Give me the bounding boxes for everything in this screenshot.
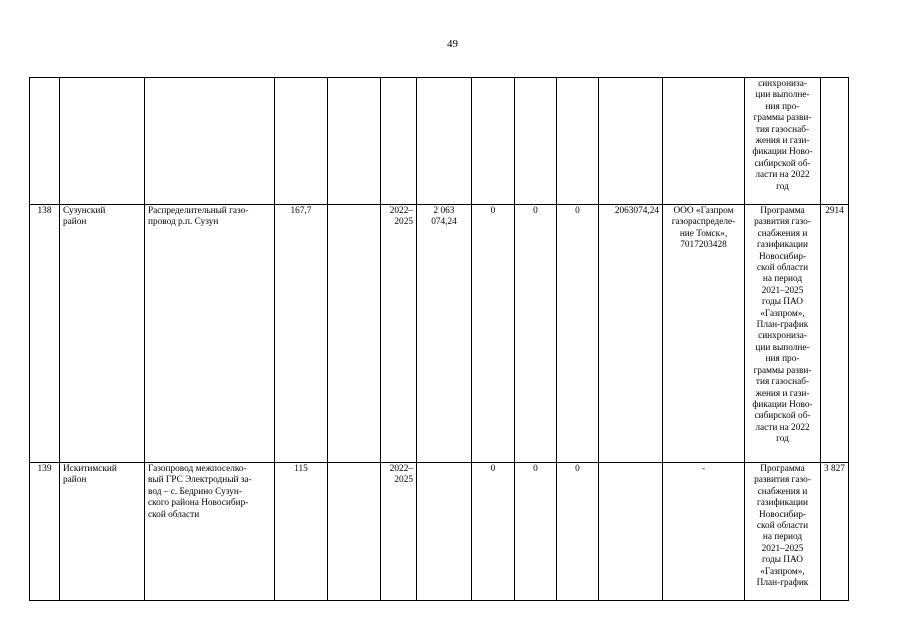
cell-district: Сузунский район xyxy=(60,205,145,463)
cell-num xyxy=(30,78,60,205)
cell-v3: 0 xyxy=(557,205,599,463)
cell-object xyxy=(145,78,275,205)
cell-program: Программа развития газо- снабжения и газификации Новосибир- ской области на период 2021–2025 годы ПАО «Газпром», План-график синхрониза- ции выполне- ния про- граммы разви- тия газоснаб- жения и гази- фикации Ново- сибирской об- ласти на 2022 год xyxy=(745,205,821,463)
cell-object: Газопровод межпоселко- вый ГРС Электродный за- вод – с. Бедрино Сузун- ского района Новосибир- ской области xyxy=(145,463,275,601)
continuation-row xyxy=(30,78,849,205)
cell-investor-amount: 2063074,24 xyxy=(599,205,663,463)
cell-operator: - xyxy=(663,463,745,601)
cell-length: 167,7 xyxy=(275,205,328,463)
cell-operator xyxy=(663,78,745,205)
cell-v3 xyxy=(557,78,599,205)
cell-investor-amount xyxy=(599,78,663,205)
table-row xyxy=(30,205,849,463)
cell-period: 2022– 2025 xyxy=(381,463,417,601)
cell-period xyxy=(381,78,417,205)
cell-v1: 0 xyxy=(472,463,515,601)
cell-num: 139 xyxy=(30,463,60,601)
cell-length: 115 xyxy=(275,463,328,601)
cell-v1 xyxy=(472,78,515,205)
page-number: 49 xyxy=(447,38,458,50)
cell-v2: 0 xyxy=(515,205,557,463)
table-row xyxy=(30,463,849,601)
cell-length xyxy=(275,78,328,205)
cell-v3: 0 xyxy=(557,463,599,601)
cell-v2: 0 xyxy=(515,463,557,601)
cell-col5 xyxy=(328,463,381,601)
cell-operator: ООО «Газпром газораспределе- ние Томск», 7017203428 xyxy=(663,205,745,463)
cell-program: синхрониза- ции выполне- ния про- граммы разви- тия газоснаб- жения и гази- фикации Ново- сибирской об- ласти на 2022 год xyxy=(745,78,821,205)
cell-last: 2914 xyxy=(821,205,849,463)
gasification-table xyxy=(29,77,849,601)
cell-col5 xyxy=(328,78,381,205)
cell-last: 3 827 xyxy=(821,463,849,601)
cell-cost: 2 063 074,24 xyxy=(417,205,472,463)
cell-cost xyxy=(417,78,472,205)
cell-period: 2022– 2025 xyxy=(381,205,417,463)
cell-last xyxy=(821,78,849,205)
cell-district xyxy=(60,78,145,205)
cell-object: Распределительный газо- провод р.п. Сузун xyxy=(145,205,275,463)
cell-num: 138 xyxy=(30,205,60,463)
cell-cost xyxy=(417,463,472,601)
cell-v1: 0 xyxy=(472,205,515,463)
cell-v2 xyxy=(515,78,557,205)
cell-district: Искитимский район xyxy=(60,463,145,601)
cell-investor-amount xyxy=(599,463,663,601)
cell-col5 xyxy=(328,205,381,463)
cell-program: Программа развития газо- снабжения и газификации Новосибир- ской области на период 2021–2025 годы ПАО «Газпром», План-график xyxy=(745,463,821,601)
